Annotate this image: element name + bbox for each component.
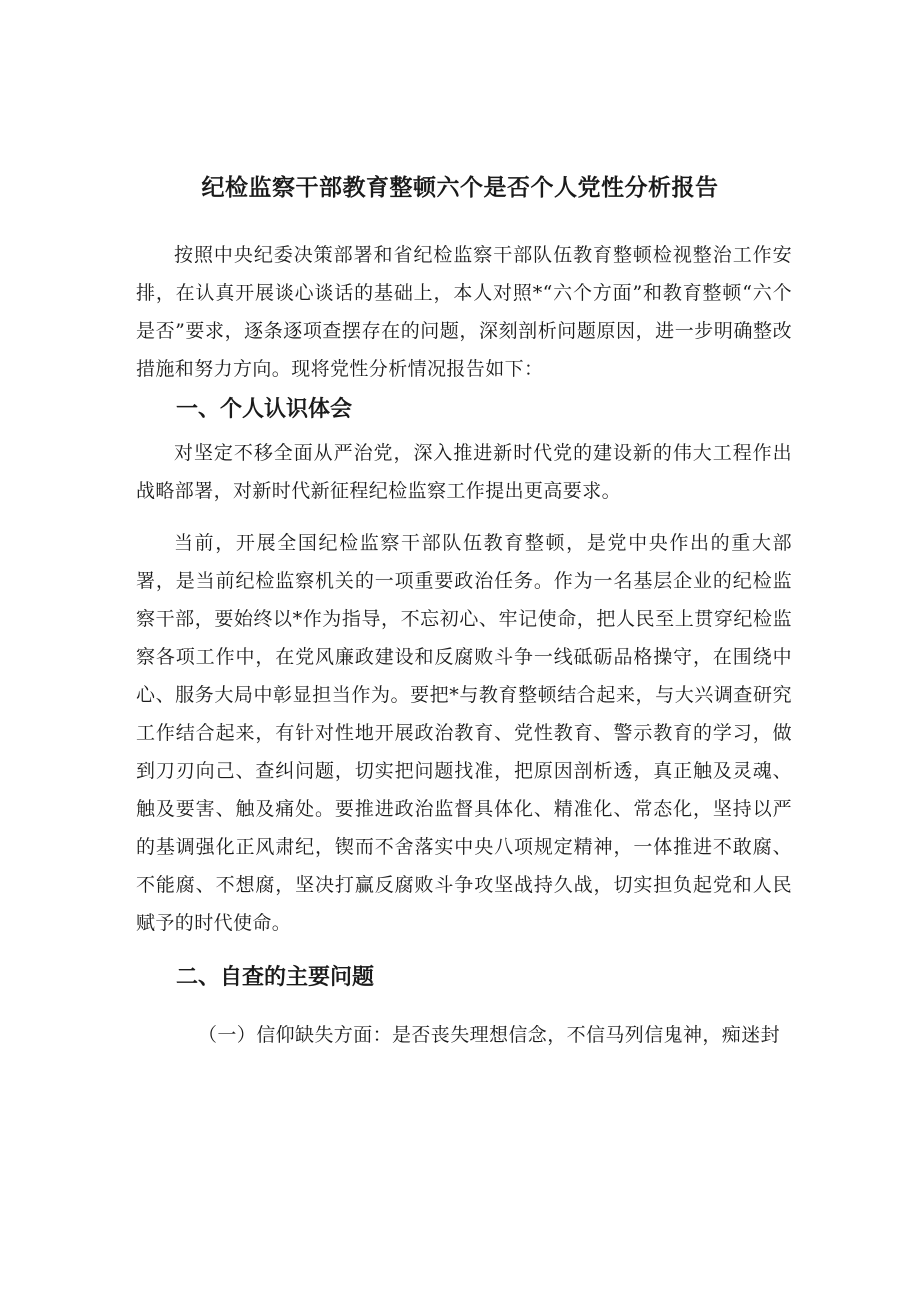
document-title: 纪检监察干部教育整顿六个是否个人党性分析报告 [201, 175, 719, 201]
section1-paragraph-2: 当前，开展全国纪检监察干部队伍教育整顿，是党中央作出的重大部署，是当前纪检监察机关的一项重要政治任务。作为一名基层企业的纪检监察干部，要始终以*作为指导，不忘初心、牢记使命，把人民至上贯穿纪检监察各项工作中，在党风廉政建设和反腐败斗争一线砥砺品格操守，在围绕中心、服务大局中彰显担当作为。要把*与教育整顿结合起来，与大兴调查研究工作结合起来，有针对性地开展政治教育、党性教育、警示教育的学习，做到刀刃向己、查纠问题，切实把问题找准，把原因剖析透，真正触及灵魂、触及要害、触及痛处。要推进政治监督具体化、精准化、常态化，坚持以严的基调强化正风肃纪，锲而不舍落实中央八项规定精神，一体推进不敢腐、不能腐、不想腐，坚决打赢反腐败斗争攻坚战持久战，切实担负起党和人民赋予的时代使命。 [136, 532, 792, 934]
section-heading-2: 二、自查的主要问题 [176, 965, 375, 990]
intro-paragraph: 按照中央纪委决策部署和省纪检监察干部队伍教育整顿检视整治工作安排，在认真开展谈心谈话的基础上，本人对照*“六个方面”和教育整顿“六个是否”要求，逐条逐项查摆存在的问题，深刻剖析问题原因，进一步明确整改措施和努力方向。现将党性分析情况报告如下： [136, 244, 792, 380]
section2-item-1: （一）信仰缺失方面：是否丧失理想信念，不信马列信鬼神，痴迷封 [198, 1024, 781, 1046]
paragraph-spacer [136, 510, 792, 524]
section-heading-1: 一、个人认识体会 [176, 397, 353, 422]
section1-paragraph-1: 对坚定不移全面从严治党，深入推进新时代党的建设新的伟大工程作出战略部署，对新时代新征程纪检监察工作提出更高要求。 [136, 442, 792, 502]
document-body [136, 236, 792, 1054]
